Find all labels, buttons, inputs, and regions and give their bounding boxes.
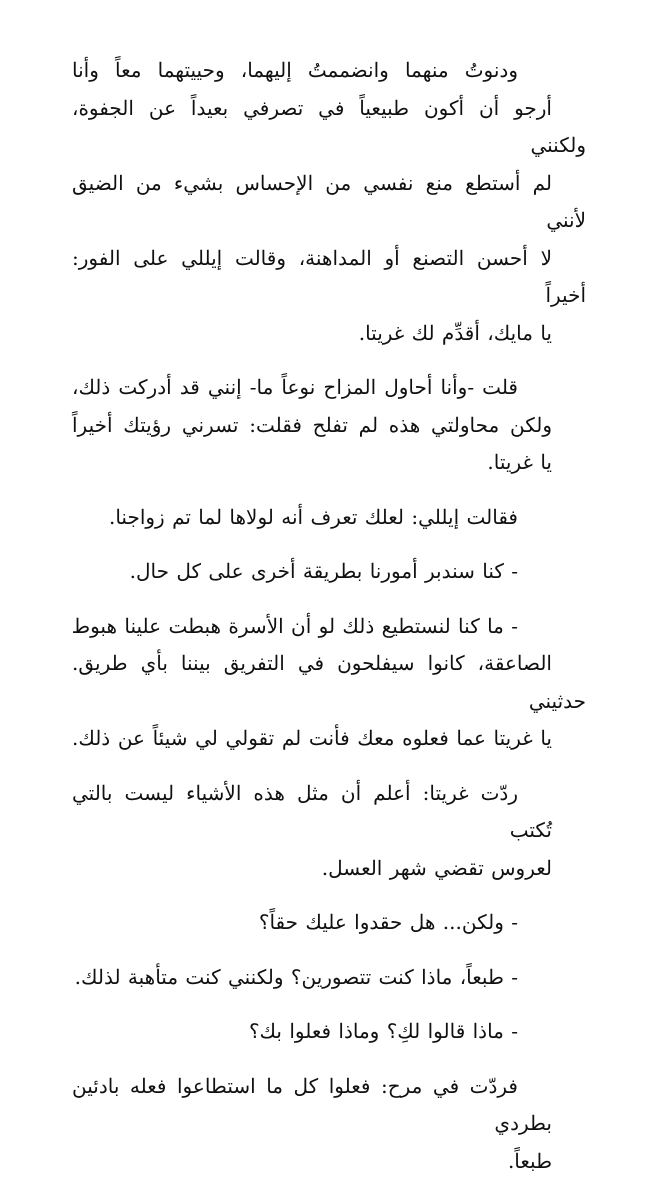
text-line: - طبعاً، ماذا كنت تتصورين؟ ولكنني كنت متأهبة لذلك. <box>74 964 518 989</box>
text-line: - ما كنا لنستطيع ذلك لو أن الأسرة هبطت علينا هبوط <box>71 613 518 638</box>
text-line: طبعاً. <box>507 1148 552 1173</box>
book-page <box>72 52 586 1197</box>
text-line: ردّت غريتا: أعلم أن مثل هذه الأشياء ليست بالتي تُكتب <box>72 780 552 842</box>
paragraph <box>72 1013 586 1051</box>
text-line: - ولكن... هل حقدوا عليك حقاً؟ <box>258 910 518 934</box>
paragraph <box>72 1068 586 1181</box>
text-line: فقالت إيللي: لعلك تعرف أنه لولاها لما تم زواجنا. <box>108 504 518 529</box>
paragraph <box>72 553 586 591</box>
text-line: فردّت في مرح: فعلوا كل ما استطاعوا فعله بادئين بطردي <box>72 1073 552 1135</box>
paragraph <box>72 52 586 352</box>
text-line: ودنوتُ منهما وانضممتُ إليهما، وحييتهما معاً وأنا <box>72 58 518 82</box>
text-line: - ماذا قالوا لكِ؟ وماذا فعلوا بك؟ <box>248 1019 518 1043</box>
text-line: قلت -وأنا أحاول المزاح نوعاً ما- إنني قد أدركت ذلك، <box>72 375 518 399</box>
paragraph <box>72 904 586 942</box>
paragraph <box>72 369 586 482</box>
paragraph <box>72 499 586 537</box>
text-line: أرجو أن أكون طبيعياً في تصرفي بعيداً عن الجفوة، ولكنني <box>72 95 586 157</box>
text-line: يا مايك، أقدِّم لك غريتا. <box>358 320 552 345</box>
paragraph <box>72 959 586 997</box>
text-line: الصاعقة، كانوا سيفلحون في التفريق بيننا بأي طريق. حدثيني <box>72 651 586 713</box>
text-line: لا أحسن التصنع أو المداهنة، وقالت إيللي على الفور: أخيراً <box>72 245 586 307</box>
text-line: لعروس تقضي شهر العسل. <box>321 855 552 880</box>
text-line: يا غريتا عما فعلوه معك فأنت لم تقولي لي شيئاً عن ذلك. <box>72 726 552 750</box>
text-line: لم أستطع منع نفسي من الإحساس بشيء من الضيق لأنني <box>72 170 586 232</box>
text-line: - كنا سندبر أمورنا بطريقة أخرى على كل حال. <box>129 559 518 583</box>
text-line: يا غريتا. <box>487 450 552 474</box>
paragraph <box>72 775 586 888</box>
paragraph <box>72 608 586 758</box>
text-line: ولكن محاولتي هذه لم تفلح فقلت: تسرني رؤيتك أخيراً <box>72 412 552 437</box>
